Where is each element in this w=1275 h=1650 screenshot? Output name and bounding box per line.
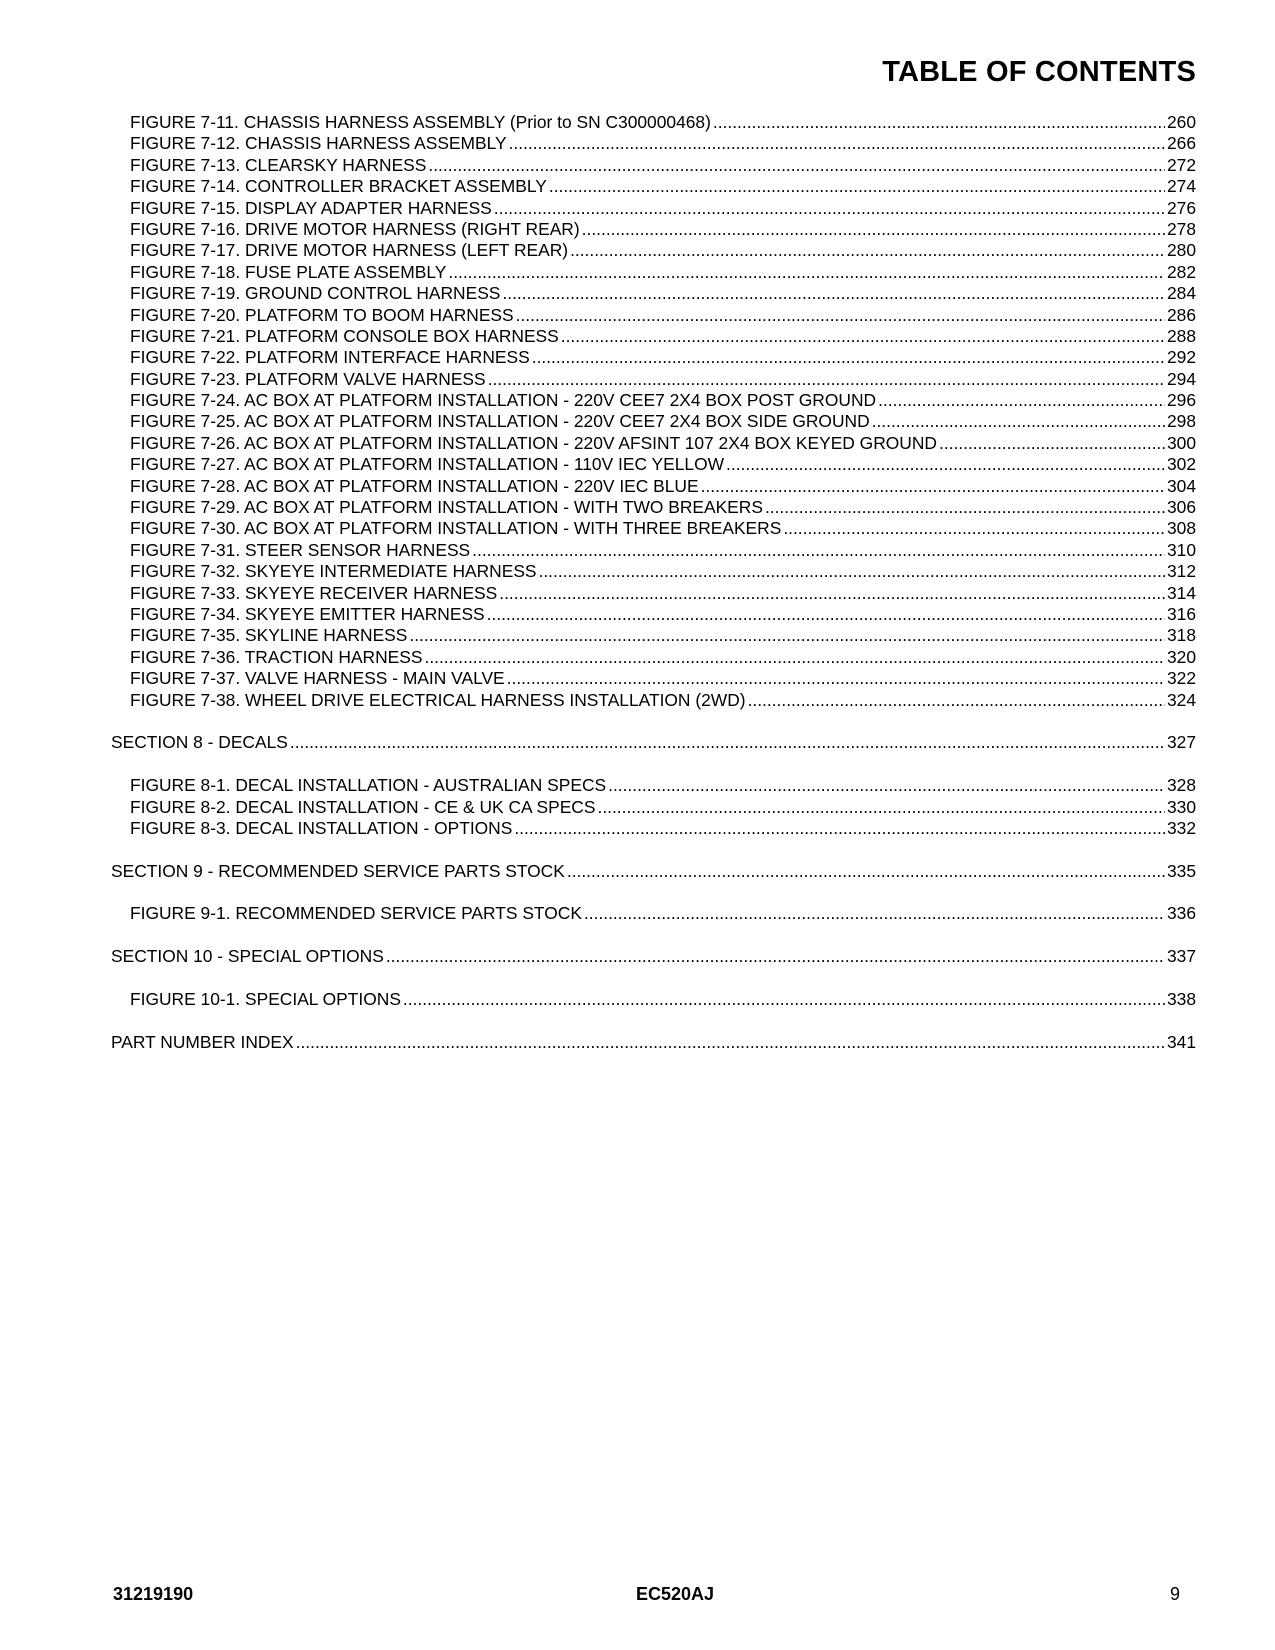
toc-entry-label: FIGURE 7-20. PLATFORM TO BOOM HARNESS — [130, 304, 514, 325]
toc-entry-page: 335 — [1166, 860, 1196, 881]
toc-entry-label: FIGURE 7-28. AC BOX AT PLATFORM INSTALLATION - 220V IEC BLUE — [130, 475, 699, 496]
toc-figure-entry[interactable] — [111, 262, 1196, 283]
toc-figure-entry[interactable] — [111, 326, 1196, 347]
toc-entry-label: FIGURE 7-23. PLATFORM VALVE HARNESS — [130, 368, 486, 389]
toc-entry-label: FIGURE 7-16. DRIVE MOTOR HARNESS (RIGHT REAR) — [130, 218, 580, 239]
dot-leader — [713, 112, 1165, 133]
dot-leader — [532, 347, 1165, 368]
dot-leader — [878, 390, 1165, 411]
toc-entry-label: FIGURE 7-35. SKYLINE HARNESS — [130, 625, 408, 646]
toc-entry-page: 316 — [1166, 603, 1196, 624]
dot-leader — [488, 369, 1165, 390]
toc-figure-entry[interactable] — [111, 583, 1196, 604]
toc-entry-page: 292 — [1166, 347, 1196, 368]
dot-leader — [539, 561, 1165, 582]
toc-entry-page: 314 — [1166, 582, 1196, 603]
dot-leader — [701, 476, 1165, 497]
toc-entry-page: 336 — [1166, 903, 1196, 924]
toc-entry-label: SECTION 9 - RECOMMENDED SERVICE PARTS STOCK — [111, 860, 565, 881]
toc-figure-entry[interactable] — [111, 775, 1196, 796]
toc-figure-entry[interactable] — [111, 625, 1196, 646]
dot-leader — [561, 326, 1165, 347]
toc-entry-page: 322 — [1166, 668, 1196, 689]
toc-entry-page: 260 — [1166, 112, 1196, 132]
toc-entry-label: FIGURE 7-37. VALVE HARNESS - MAIN VALVE — [130, 668, 505, 689]
toc-figure-entry[interactable] — [111, 476, 1196, 497]
dot-leader — [584, 903, 1165, 924]
toc-entry-label: FIGURE 7-19. GROUND CONTROL HARNESS — [130, 283, 501, 304]
toc-entry-label: FIGURE 7-14. CONTROLLER BRACKET ASSEMBLY — [130, 176, 547, 197]
toc-entry-label: FIGURE 8-2. DECAL INSTALLATION - CE & UK CA SPECS — [130, 796, 596, 817]
toc-figure-entry[interactable] — [111, 155, 1196, 176]
toc-figure-entry[interactable] — [111, 176, 1196, 197]
toc-entry-page: 330 — [1166, 796, 1196, 817]
toc-entry-page: 318 — [1166, 625, 1196, 646]
dot-leader — [403, 989, 1165, 1010]
toc-figure-entry[interactable] — [111, 133, 1196, 154]
toc-entry-page: 294 — [1166, 368, 1196, 389]
toc-entry-page: 288 — [1166, 325, 1196, 346]
document-number: 31219190 — [113, 1584, 194, 1604]
dot-leader — [409, 625, 1165, 646]
toc-figure-entry[interactable] — [111, 497, 1196, 518]
dot-leader — [424, 647, 1165, 668]
toc-entry-label: FIGURE 7-34. SKYEYE EMITTER HARNESS — [130, 603, 485, 624]
toc-entry-page: 341 — [1166, 1031, 1196, 1052]
toc-figure-entry[interactable] — [111, 369, 1196, 390]
dot-leader — [487, 604, 1165, 625]
dot-leader — [582, 219, 1165, 240]
toc-entry-label: FIGURE 7-17. DRIVE MOTOR HARNESS (LEFT REAR) — [130, 240, 569, 261]
dot-leader — [872, 411, 1165, 432]
dot-leader — [765, 497, 1165, 518]
dot-leader — [448, 262, 1165, 283]
toc-entry-label: FIGURE 7-15. DISPLAY ADAPTER HARNESS — [130, 197, 492, 218]
dot-leader — [939, 433, 1165, 454]
dot-leader — [570, 240, 1165, 261]
toc-entry-label: PART NUMBER INDEX — [111, 1031, 294, 1052]
dot-leader — [516, 305, 1165, 326]
toc-entry-label: FIGURE 7-12. CHASSIS HARNESS ASSEMBLY — [130, 133, 507, 154]
toc-entry-page: 296 — [1166, 390, 1196, 411]
toc-figure-entry[interactable] — [111, 411, 1196, 432]
toc-entry-page: 332 — [1166, 817, 1196, 838]
dot-leader — [386, 946, 1165, 967]
dot-leader — [494, 198, 1165, 219]
dot-leader — [499, 583, 1165, 604]
toc-entry-page: 286 — [1166, 304, 1196, 325]
toc-entry-label: FIGURE 7-36. TRACTION HARNESS — [130, 646, 423, 667]
toc-entry-page: 337 — [1166, 946, 1196, 967]
toc-entry-page: 312 — [1166, 561, 1196, 582]
toc-entry-label: SECTION 8 - DECALS — [111, 732, 288, 753]
toc-figure-entry[interactable] — [111, 604, 1196, 625]
toc-entry-page: 304 — [1166, 475, 1196, 496]
page-number: 9 — [1169, 1584, 1180, 1604]
dot-leader — [608, 775, 1165, 796]
toc-figure-entry[interactable] — [111, 989, 1196, 1010]
dot-leader — [748, 690, 1165, 711]
toc-entry-label: FIGURE 7-31. STEER SENSOR HARNESS — [130, 539, 471, 560]
dot-leader — [502, 283, 1165, 304]
toc-entry-label: FIGURE 8-1. DECAL INSTALLATION - AUSTRALIAN SPECS — [130, 775, 607, 796]
toc-section-entry[interactable] — [111, 861, 1196, 882]
toc-figure-entry[interactable] — [111, 433, 1196, 454]
toc-entry-page: 310 — [1166, 539, 1196, 560]
dot-leader — [597, 797, 1165, 818]
toc-entry-label: FIGURE 7-18. FUSE PLATE ASSEMBLY — [130, 261, 447, 282]
toc-entry-label: FIGURE 9-1. RECOMMENDED SERVICE PARTS STOCK — [130, 903, 582, 924]
toc-entry-page: 282 — [1166, 261, 1196, 282]
toc-entry-page: 308 — [1166, 518, 1196, 539]
toc-entry-label: FIGURE 7-22. PLATFORM INTERFACE HARNESS — [130, 347, 530, 368]
toc-entry-label: FIGURE 7-13. CLEARSKY HARNESS — [130, 154, 427, 175]
toc-entry-label: FIGURE 7-29. AC BOX AT PLATFORM INSTALLATION - WITH TWO BREAKERS — [130, 497, 763, 518]
dot-leader — [726, 454, 1165, 475]
toc-figure-entry[interactable] — [111, 540, 1196, 561]
toc-entry-label: FIGURE 7-33. SKYEYE RECEIVER HARNESS — [130, 582, 498, 603]
toc-entry-page: 274 — [1166, 176, 1196, 197]
dot-leader — [290, 732, 1165, 753]
toc-entry-page: 272 — [1166, 154, 1196, 175]
toc-entry-page: 266 — [1166, 133, 1196, 154]
toc-figure-entry[interactable] — [111, 112, 1196, 133]
toc-entry-label: FIGURE 7-11. CHASSIS HARNESS ASSEMBLY (Prior to SN C300000468) — [130, 112, 711, 132]
toc-entry-page: 320 — [1166, 646, 1196, 667]
toc-entry-label: FIGURE 7-21. PLATFORM CONSOLE BOX HARNESS — [130, 325, 559, 346]
toc-entry-page: 327 — [1166, 732, 1196, 753]
dot-leader — [472, 540, 1165, 561]
toc-entry-page: 276 — [1166, 197, 1196, 218]
toc-entry-page: 278 — [1166, 218, 1196, 239]
dot-leader — [428, 155, 1165, 176]
toc-entry-page: 324 — [1166, 689, 1196, 710]
toc-list — [111, 112, 1196, 1053]
toc-entry-label: FIGURE 7-27. AC BOX AT PLATFORM INSTALLATION - 110V IEC YELLOW — [130, 454, 725, 475]
toc-figure-entry[interactable] — [111, 668, 1196, 689]
dot-leader — [567, 861, 1165, 882]
dot-leader — [549, 176, 1165, 197]
toc-entry-label: FIGURE 7-24. AC BOX AT PLATFORM INSTALLATION - 220V CEE7 2X4 BOX POST GROUND — [130, 390, 877, 411]
toc-entry-label: FIGURE 7-26. AC BOX AT PLATFORM INSTALLATION - 220V AFSINT 107 2X4 BOX KEYED GROUND — [130, 432, 937, 453]
toc-figure-entry[interactable] — [111, 797, 1196, 818]
toc-entry-label: FIGURE 7-30. AC BOX AT PLATFORM INSTALLATION - WITH THREE BREAKERS — [130, 518, 782, 539]
toc-section-entry[interactable] — [111, 1032, 1196, 1053]
dot-leader — [296, 1032, 1165, 1053]
toc-figure-entry[interactable] — [111, 347, 1196, 368]
toc-figure-entry[interactable] — [111, 390, 1196, 411]
toc-entry-label: FIGURE 8-3. DECAL INSTALLATION - OPTIONS — [130, 817, 513, 838]
toc-entry-page: 300 — [1166, 432, 1196, 453]
toc-entry-label: FIGURE 7-25. AC BOX AT PLATFORM INSTALLATION - 220V CEE7 2X4 BOX SIDE GROUND — [130, 411, 870, 432]
dot-leader — [514, 818, 1165, 839]
toc-figure-entry[interactable] — [111, 283, 1196, 304]
toc-entry-page: 280 — [1166, 240, 1196, 261]
toc-entry-page: 306 — [1166, 497, 1196, 518]
toc-figure-entry[interactable] — [111, 518, 1196, 539]
toc-figure-entry[interactable] — [111, 305, 1196, 326]
toc-entry-label: SECTION 10 - SPECIAL OPTIONS — [111, 946, 384, 967]
toc-entry-label: FIGURE 7-32. SKYEYE INTERMEDIATE HARNESS — [130, 561, 537, 582]
toc-entry-page: 302 — [1166, 454, 1196, 475]
toc-figure-entry[interactable] — [111, 198, 1196, 219]
dot-leader — [507, 668, 1165, 689]
toc-figure-entry[interactable] — [111, 903, 1196, 924]
toc-figure-entry[interactable] — [111, 219, 1196, 240]
toc-figure-entry[interactable] — [111, 818, 1196, 839]
dot-leader — [783, 518, 1165, 539]
toc-entry-page: 328 — [1166, 775, 1196, 796]
toc-entry-label: FIGURE 7-38. WHEEL DRIVE ELECTRICAL HARNESS INSTALLATION (2WD) — [130, 689, 746, 710]
model-name: EC520AJ — [635, 1584, 715, 1604]
toc-section-entry[interactable] — [111, 732, 1196, 753]
toc-entry-page: 338 — [1166, 989, 1196, 1010]
toc-figure-entry[interactable] — [111, 454, 1196, 475]
toc-entry-page: 298 — [1166, 411, 1196, 432]
toc-section-entry[interactable] — [111, 946, 1196, 967]
page-title: TABLE OF CONTENTS — [882, 56, 1196, 88]
dot-leader — [509, 133, 1165, 154]
toc-figure-entry[interactable] — [111, 647, 1196, 668]
toc-entry-page: 284 — [1166, 283, 1196, 304]
toc-entry-label: FIGURE 10-1. SPECIAL OPTIONS — [130, 989, 401, 1010]
toc-figure-entry[interactable] — [111, 690, 1196, 711]
toc-figure-entry[interactable] — [111, 240, 1196, 261]
toc-figure-entry[interactable] — [111, 561, 1196, 582]
